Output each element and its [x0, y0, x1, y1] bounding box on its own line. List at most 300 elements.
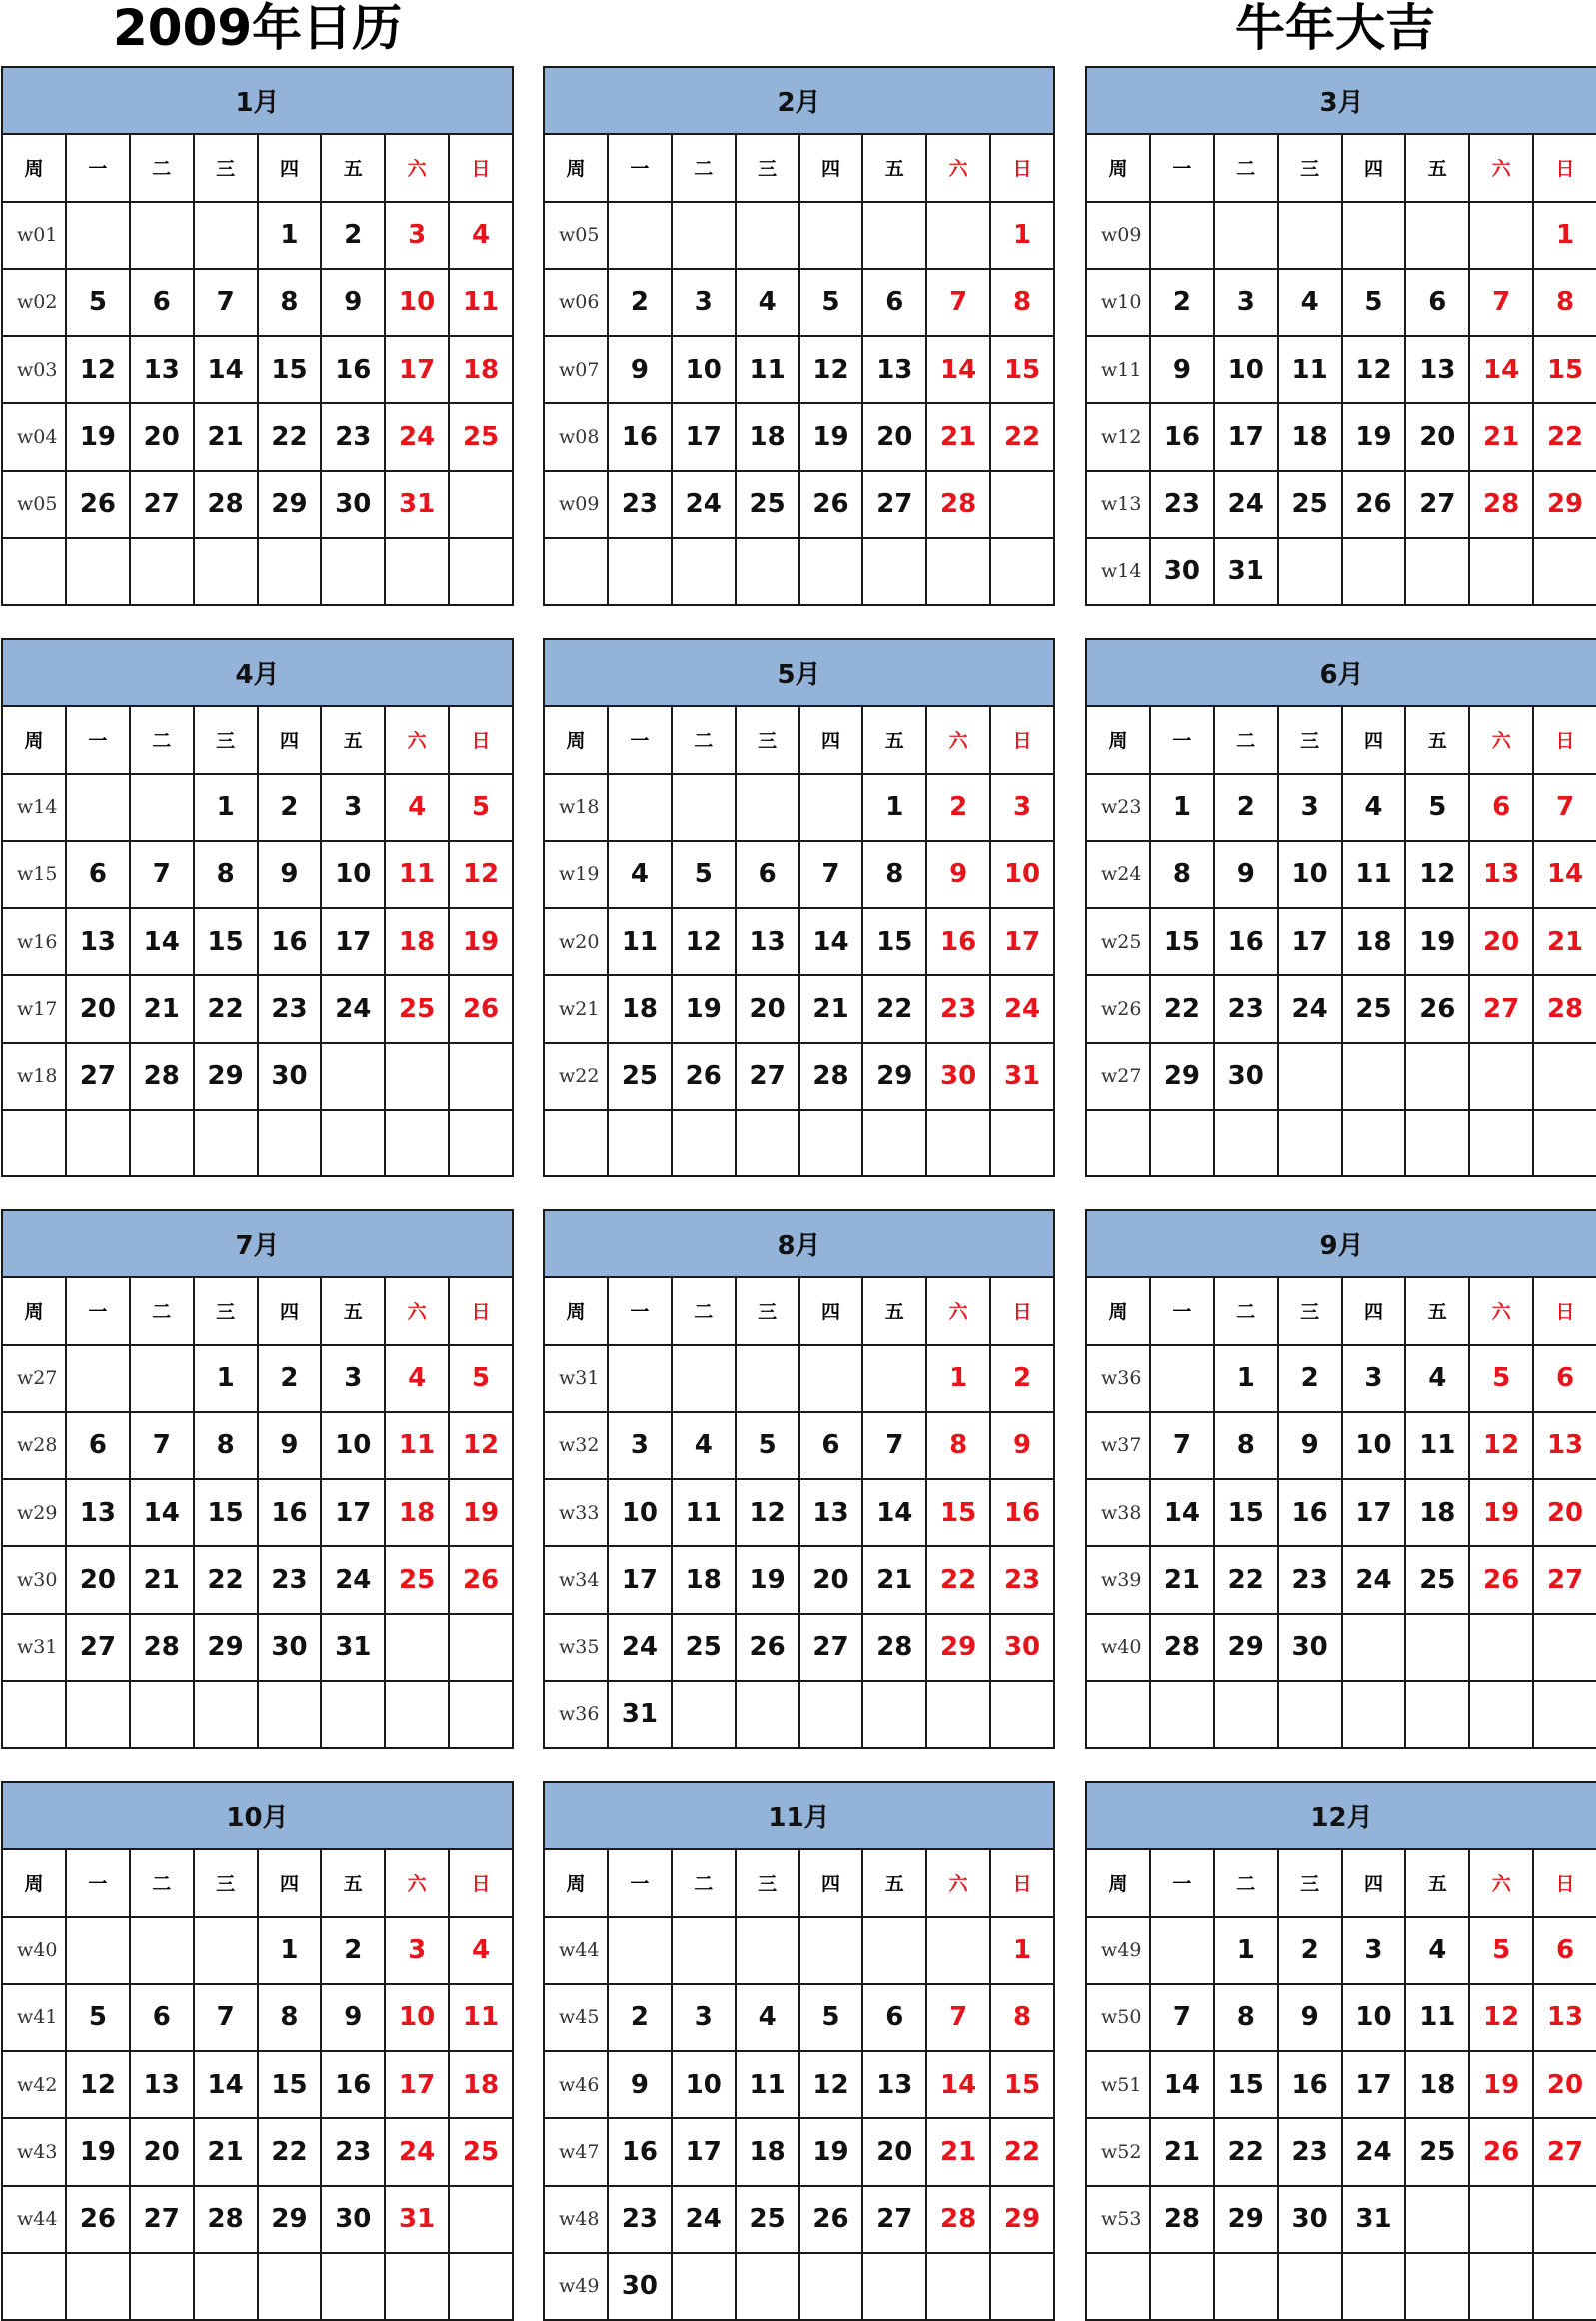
day-cell: [1150, 1917, 1214, 1984]
day-cell: 16: [990, 1479, 1054, 1546]
week-number: w52: [1086, 2118, 1150, 2185]
weekday-label: 周: [544, 706, 608, 773]
week-number: w17: [2, 975, 66, 1042]
day-cell: 28: [194, 2186, 258, 2253]
day-cell: 1: [990, 202, 1054, 269]
week-number: [2, 2253, 66, 2320]
day-cell: 6: [1533, 1345, 1596, 1412]
day-cell: 25: [385, 975, 449, 1042]
day-cell: 7: [130, 1412, 194, 1479]
day-cell: 21: [194, 2118, 258, 2185]
week-row: [1086, 2253, 1596, 2320]
day-cell: 25: [449, 403, 513, 470]
day-cell: [1150, 1681, 1214, 1748]
day-cell: 20: [130, 403, 194, 470]
day-cell: 2: [608, 1984, 672, 2051]
weekday-label: 三: [1278, 134, 1342, 201]
day-cell: 29: [1150, 1043, 1214, 1110]
day-cell: 31: [385, 2186, 449, 2253]
week-row: [2, 1345, 513, 1412]
day-cell: 16: [608, 403, 672, 470]
week-row: [2, 1110, 513, 1176]
week-row: [1086, 336, 1596, 403]
weekday-label: 四: [799, 134, 863, 201]
day-cell: 13: [799, 1479, 863, 1546]
day-cell: 23: [926, 975, 990, 1042]
week-row: [1086, 1917, 1596, 1984]
week-number: w44: [2, 2186, 66, 2253]
week-row: [2, 269, 513, 336]
day-cell: [1214, 2253, 1278, 2320]
day-cell: [926, 538, 990, 605]
week-row: [1086, 1412, 1596, 1479]
day-cell: [990, 2253, 1054, 2320]
day-cell: 3: [672, 1984, 736, 2051]
week-row: [1086, 1479, 1596, 1546]
day-cell: 19: [672, 975, 736, 1042]
day-cell: [1469, 1043, 1533, 1110]
day-cell: 26: [1469, 2118, 1533, 2185]
day-cell: 16: [926, 908, 990, 975]
day-cell: 28: [862, 1614, 926, 1681]
week-number: w26: [1086, 975, 1150, 1042]
day-cell: 2: [608, 269, 672, 336]
day-cell: [672, 1681, 736, 1748]
day-cell: 24: [385, 2118, 449, 2185]
day-cell: 8: [1214, 1984, 1278, 2051]
day-cell: 22: [194, 1546, 258, 1613]
week-number: w33: [544, 1479, 608, 1546]
day-cell: [385, 2253, 449, 2320]
day-cell: 6: [862, 269, 926, 336]
day-cell: 24: [1342, 2118, 1406, 2185]
day-cell: [321, 1681, 385, 1748]
day-cell: 20: [736, 975, 799, 1042]
day-cell: [1405, 1681, 1469, 1748]
week-row: [544, 403, 1054, 470]
day-cell: 17: [1214, 403, 1278, 470]
week-number: w50: [1086, 1984, 1150, 2051]
week-row: [544, 1345, 1054, 1412]
weekday-label: 三: [194, 1849, 258, 1916]
day-cell: 19: [1469, 1479, 1533, 1546]
weekday-label: 一: [66, 1277, 130, 1344]
day-cell: 6: [1533, 1917, 1596, 1984]
weekday-label: 五: [862, 706, 926, 773]
day-cell: [1469, 2253, 1533, 2320]
day-cell: 7: [194, 1984, 258, 2051]
week-row: [1086, 774, 1596, 841]
weekday-label: 三: [194, 1277, 258, 1344]
day-cell: 19: [799, 2118, 863, 2185]
day-cell: 14: [926, 336, 990, 403]
day-cell: [736, 1917, 799, 1984]
day-cell: [258, 538, 322, 605]
day-cell: 15: [926, 1479, 990, 1546]
day-cell: [130, 202, 194, 269]
weekday-label: 五: [1405, 1849, 1469, 1916]
day-cell: 14: [862, 1479, 926, 1546]
week-row: [544, 2051, 1054, 2118]
day-cell: 4: [1278, 269, 1342, 336]
week-row: [1086, 471, 1596, 538]
day-cell: [66, 202, 130, 269]
day-cell: 2: [1278, 1345, 1342, 1412]
day-cell: [1533, 1110, 1596, 1176]
day-cell: [1342, 1681, 1406, 1748]
week-number: w27: [1086, 1043, 1150, 1110]
weekday-label: 二: [1214, 1277, 1278, 1344]
day-cell: 17: [321, 1479, 385, 1546]
week-row: [1086, 975, 1596, 1042]
day-cell: 29: [258, 471, 322, 538]
day-cell: [1469, 2186, 1533, 2253]
day-cell: 14: [1150, 1479, 1214, 1546]
day-cell: 20: [1533, 2051, 1596, 2118]
day-cell: 23: [1214, 975, 1278, 1042]
weekday-label: 五: [321, 1849, 385, 1916]
day-cell: 10: [1342, 1984, 1406, 2051]
weekday-label: 四: [1342, 134, 1406, 201]
day-cell: 8: [1150, 841, 1214, 908]
week-number: [544, 1110, 608, 1176]
day-cell: 31: [608, 1681, 672, 1748]
day-cell: 20: [1533, 1479, 1596, 1546]
day-cell: 11: [1405, 1412, 1469, 1479]
day-cell: [130, 538, 194, 605]
day-cell: 22: [1150, 975, 1214, 1042]
day-cell: 7: [926, 269, 990, 336]
day-cell: [672, 2253, 736, 2320]
day-cell: 23: [608, 471, 672, 538]
day-cell: [449, 1043, 513, 1110]
weekday-label: 四: [258, 1849, 322, 1916]
day-cell: [385, 1681, 449, 1748]
day-cell: 27: [736, 1043, 799, 1110]
week-number: w12: [1086, 403, 1150, 470]
weekday-label: 五: [1405, 706, 1469, 773]
day-cell: 1: [990, 1917, 1054, 1984]
day-cell: 14: [799, 908, 863, 975]
week-number: [2, 538, 66, 605]
day-cell: 23: [321, 403, 385, 470]
day-cell: [194, 202, 258, 269]
day-cell: 19: [1405, 908, 1469, 975]
day-cell: 10: [672, 2051, 736, 2118]
day-cell: 20: [862, 2118, 926, 2185]
week-number: [1086, 1110, 1150, 1176]
day-cell: 29: [862, 1043, 926, 1110]
day-cell: 14: [926, 2051, 990, 2118]
day-cell: 12: [799, 2051, 863, 2118]
day-cell: 7: [130, 841, 194, 908]
week-row: [1086, 2051, 1596, 2118]
month-title: 10月: [2, 1782, 513, 1849]
day-cell: 19: [449, 1479, 513, 1546]
day-cell: 12: [66, 2051, 130, 2118]
day-cell: 22: [1214, 1546, 1278, 1613]
day-cell: 30: [926, 1043, 990, 1110]
day-cell: 14: [1150, 2051, 1214, 2118]
day-cell: 9: [926, 841, 990, 908]
day-cell: 30: [321, 2186, 385, 2253]
day-cell: [862, 1917, 926, 1984]
week-row: [1086, 1984, 1596, 2051]
week-number: w44: [544, 1917, 608, 1984]
week-number: w23: [1086, 774, 1150, 841]
day-cell: 14: [194, 336, 258, 403]
day-cell: 15: [990, 336, 1054, 403]
day-cell: [321, 2253, 385, 2320]
day-cell: 30: [1278, 2186, 1342, 2253]
week-number: w35: [544, 1614, 608, 1681]
day-cell: 5: [449, 774, 513, 841]
day-cell: 14: [1469, 336, 1533, 403]
day-cell: [449, 1614, 513, 1681]
weekday-label: 二: [1214, 706, 1278, 773]
day-cell: 2: [1278, 1917, 1342, 1984]
day-cell: 17: [385, 2051, 449, 2118]
day-cell: 11: [608, 908, 672, 975]
day-cell: 15: [194, 1479, 258, 1546]
weekday-label: 日: [449, 1849, 513, 1916]
day-cell: 9: [1278, 1412, 1342, 1479]
day-cell: [130, 774, 194, 841]
day-cell: 18: [449, 336, 513, 403]
day-cell: 6: [799, 1412, 863, 1479]
week-number: w18: [2, 1043, 66, 1110]
weekday-label: 日: [449, 706, 513, 773]
day-cell: 9: [321, 1984, 385, 2051]
day-cell: 3: [1342, 1917, 1406, 1984]
week-row: [544, 2118, 1054, 2185]
day-cell: 25: [1342, 975, 1406, 1042]
week-number: w02: [2, 269, 66, 336]
day-cell: 26: [66, 471, 130, 538]
week-row: [1086, 538, 1596, 605]
week-row: [1086, 1110, 1596, 1176]
day-cell: [608, 1110, 672, 1176]
week-row: [2, 336, 513, 403]
week-number: w30: [2, 1546, 66, 1613]
day-cell: 19: [66, 2118, 130, 2185]
day-cell: 25: [385, 1546, 449, 1613]
day-cell: 15: [1533, 336, 1596, 403]
weekday-label: 二: [130, 134, 194, 201]
day-cell: 2: [321, 202, 385, 269]
day-cell: 28: [130, 1614, 194, 1681]
day-cell: 16: [1278, 2051, 1342, 2118]
month-block: [543, 66, 1053, 606]
day-cell: 8: [194, 841, 258, 908]
day-cell: 26: [449, 975, 513, 1042]
day-cell: 27: [1405, 471, 1469, 538]
week-row: [544, 1917, 1054, 1984]
week-number: w47: [544, 2118, 608, 2185]
weekday-label: 日: [1533, 1849, 1596, 1916]
day-cell: 23: [258, 975, 322, 1042]
day-cell: [130, 1681, 194, 1748]
week-number: w21: [544, 975, 608, 1042]
day-cell: 21: [799, 975, 863, 1042]
weekday-label: 三: [1278, 1849, 1342, 1916]
day-cell: 30: [321, 471, 385, 538]
day-cell: 5: [449, 1345, 513, 1412]
day-cell: 25: [1405, 2118, 1469, 2185]
day-cell: [449, 2253, 513, 2320]
weekday-label: 二: [130, 1277, 194, 1344]
day-cell: 26: [799, 2186, 863, 2253]
weekday-label: 五: [321, 706, 385, 773]
week-row: [544, 202, 1054, 269]
day-cell: 3: [385, 1917, 449, 1984]
weekday-label: 六: [926, 1277, 990, 1344]
day-cell: 21: [130, 975, 194, 1042]
day-cell: 12: [672, 908, 736, 975]
week-number: w43: [2, 2118, 66, 2185]
day-cell: 8: [990, 1984, 1054, 2051]
day-cell: 29: [194, 1043, 258, 1110]
day-cell: 25: [449, 2118, 513, 2185]
day-cell: 25: [736, 2186, 799, 2253]
weekday-label: 周: [2, 1277, 66, 1344]
week-row: [544, 975, 1054, 1042]
weekday-label: 二: [672, 1277, 736, 1344]
day-cell: 2: [321, 1917, 385, 1984]
day-cell: [194, 1681, 258, 1748]
week-number: w53: [1086, 2186, 1150, 2253]
day-cell: 21: [1533, 908, 1596, 975]
day-cell: [258, 2253, 322, 2320]
week-number: w05: [2, 471, 66, 538]
day-cell: 28: [194, 471, 258, 538]
weekday-label: 五: [862, 1277, 926, 1344]
day-cell: 29: [194, 1614, 258, 1681]
day-cell: 26: [736, 1614, 799, 1681]
day-cell: 1: [926, 1345, 990, 1412]
day-cell: 8: [1533, 269, 1596, 336]
day-cell: [1342, 2253, 1406, 2320]
week-number: [1086, 2253, 1150, 2320]
day-cell: 28: [1150, 2186, 1214, 2253]
day-cell: 27: [862, 471, 926, 538]
day-cell: 2: [1214, 774, 1278, 841]
week-number: w42: [2, 2051, 66, 2118]
day-cell: 17: [672, 2118, 736, 2185]
day-cell: 9: [321, 269, 385, 336]
month-title: 9月: [1086, 1210, 1596, 1277]
day-cell: [799, 202, 863, 269]
day-cell: 22: [990, 2118, 1054, 2185]
week-row: [544, 774, 1054, 841]
day-cell: [672, 1110, 736, 1176]
weekday-label: 一: [1150, 1277, 1214, 1344]
day-cell: 27: [130, 2186, 194, 2253]
day-cell: 27: [130, 471, 194, 538]
day-cell: 11: [736, 2051, 799, 2118]
day-cell: 3: [321, 774, 385, 841]
week-number: w15: [2, 841, 66, 908]
week-row: [2, 471, 513, 538]
weekday-label: 二: [672, 706, 736, 773]
day-cell: [1469, 202, 1533, 269]
day-cell: 22: [1533, 403, 1596, 470]
month-block: [1085, 638, 1596, 1177]
day-cell: 31: [990, 1043, 1054, 1110]
week-row: [1086, 202, 1596, 269]
day-cell: 22: [258, 2118, 322, 2185]
day-cell: 21: [1469, 403, 1533, 470]
day-cell: 9: [258, 1412, 322, 1479]
day-cell: 24: [1342, 1546, 1406, 1613]
week-number: w41: [2, 1984, 66, 2051]
month-block: [543, 1781, 1053, 2321]
day-cell: 12: [1405, 841, 1469, 908]
day-cell: 24: [385, 403, 449, 470]
day-cell: 29: [990, 2186, 1054, 2253]
weekday-label: 日: [1533, 706, 1596, 773]
week-number: w34: [544, 1546, 608, 1613]
day-cell: 9: [608, 336, 672, 403]
day-cell: 14: [1533, 841, 1596, 908]
week-row: [2, 538, 513, 605]
weekday-label: 四: [1342, 1849, 1406, 1916]
weekday-label: 四: [799, 706, 863, 773]
day-cell: 31: [385, 471, 449, 538]
day-cell: [1405, 1043, 1469, 1110]
day-cell: [1214, 202, 1278, 269]
day-cell: 19: [736, 1546, 799, 1613]
day-cell: 30: [1150, 538, 1214, 605]
day-cell: 4: [385, 774, 449, 841]
day-cell: 11: [385, 841, 449, 908]
weekday-label: 一: [1150, 706, 1214, 773]
day-cell: 30: [990, 1614, 1054, 1681]
week-number: w36: [544, 1681, 608, 1748]
day-cell: 24: [990, 975, 1054, 1042]
week-row: [544, 908, 1054, 975]
day-cell: 20: [1469, 908, 1533, 975]
day-cell: 21: [1150, 2118, 1214, 2185]
day-cell: [130, 1345, 194, 1412]
day-cell: 13: [1469, 841, 1533, 908]
day-cell: 26: [799, 471, 863, 538]
day-cell: [1214, 1110, 1278, 1176]
day-cell: [736, 1345, 799, 1412]
weekday-label: 二: [1214, 134, 1278, 201]
month-block: [1085, 1209, 1596, 1749]
day-cell: [672, 774, 736, 841]
month-block: [1085, 1781, 1596, 2321]
day-cell: [799, 1110, 863, 1176]
day-cell: 4: [608, 841, 672, 908]
week-number: w45: [544, 1984, 608, 2051]
day-cell: 21: [862, 1546, 926, 1613]
day-cell: 21: [926, 403, 990, 470]
day-cell: [449, 471, 513, 538]
weekday-label: 三: [194, 134, 258, 201]
day-cell: 13: [1405, 336, 1469, 403]
day-cell: [672, 1917, 736, 1984]
weekday-label: 六: [385, 134, 449, 201]
day-cell: [799, 1917, 863, 1984]
day-cell: 7: [1469, 269, 1533, 336]
day-cell: 10: [385, 1984, 449, 2051]
month-title: 7月: [2, 1210, 513, 1277]
day-cell: 31: [321, 1614, 385, 1681]
day-cell: [130, 1110, 194, 1176]
day-cell: 17: [1342, 2051, 1406, 2118]
